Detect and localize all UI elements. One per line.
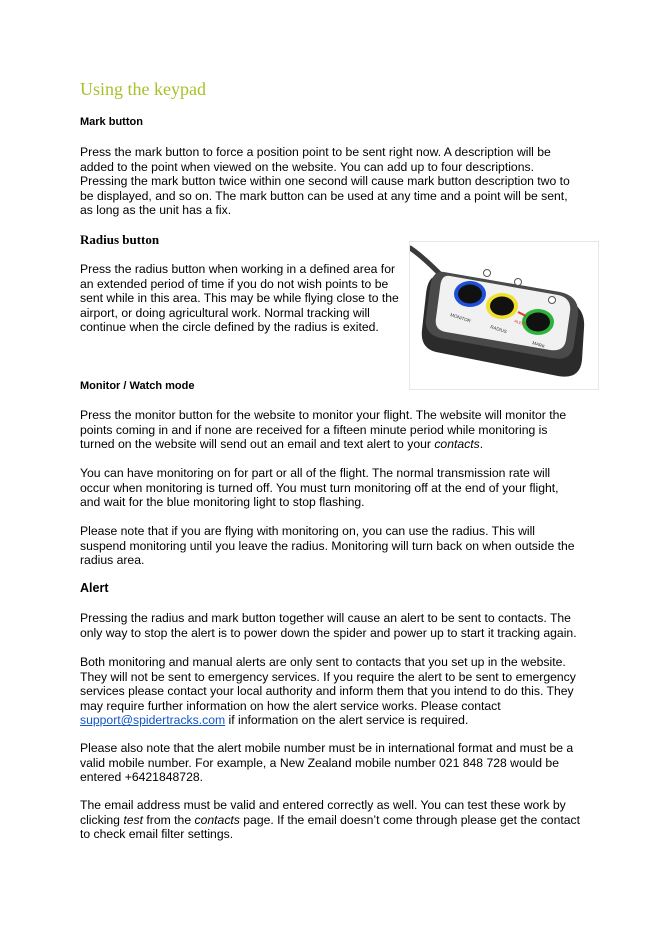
radius-label: RADIUS (489, 324, 508, 335)
contacts-emphasis: contacts (434, 437, 480, 452)
mark-button-heading: Mark button (80, 116, 143, 128)
monitor-paragraph-1: Press the monitor button for the website to monitor your flight. The website will monitor the points coming in and if none are received for a fifteen minute period while monitoring is turned on the website will send out an email and text alert to your contacts. (80, 408, 567, 452)
alert-paragraph-1: Pressing the radius and mark button together will cause an alert to be sent to contacts. The only way to stop the alert is to power down the spider and power up to start it tracking again. (80, 611, 577, 640)
mark-label: MARK (531, 340, 546, 349)
alert-paragraph-2: Both monitoring and manual alerts are only sent to contacts that you set up in the website. They will not be sent to emergency services. If you require the alert to be sent to emergency services please contact your local authority and inform them that you intend to do this. They may require further information on how the alert service works. Please contact support@spidertracks.com if information on the alert service is required. (80, 655, 576, 728)
monitor-heading: Monitor / Watch mode (80, 380, 195, 392)
radius-button-paragraph: Press the radius button when working in a defined area for an extended period of time if you do not wish points to be sent while in this area. This may be while flying close to the airport, or doing agricultural work. Normal tracking will continue when the circle defined by the radius is exited. (80, 262, 399, 335)
keypad-image (409, 241, 599, 390)
page-title: Using the keypad (80, 79, 206, 99)
monitor-paragraph-3: Please note that if you are flying with monitoring on, you can use the radius. This will suspend monitoring until you leave the radius. Monitoring will turn back on when outside the radius area. (80, 524, 575, 568)
alert-paragraph-3: Please also note that the alert mobile number must be in international format and must be a valid mobile number. For example, a New Zealand mobile number 021 848 728 would be entered +6421848728. (80, 741, 574, 785)
radius-button-heading: Radius button (80, 232, 160, 247)
alert-heading: Alert (80, 581, 109, 595)
monitor-paragraph-2: You can have monitoring on for part or all of the flight. The normal transmission rate will occur when monitoring is turned off. You must turn monitoring off at the end of your flight, and wait for the blue monitoring light to stop flashing. (80, 466, 559, 510)
mark-button-paragraph: Press the mark button to force a position point to be sent right now. A description will be added to the point when viewed on the website. You can add up to four descriptions. Pressing the mark button twice within one second will cause mark button description two to be displayed, and so on. The mark button can be used at any time and a point will be sent, as long as the unit has a fix. (80, 145, 570, 218)
alert-paragraph-4: The email address must be valid and entered correctly as well. You can test these work by clicking test from the contacts page. If the email doesn’t come through please get the contact to check email filter settings. (80, 798, 581, 842)
keypad-illustration (410, 242, 598, 389)
monitor-label: MONITOR (449, 312, 472, 324)
support-email-link[interactable]: support@spidertracks.com (80, 713, 226, 728)
alert-label: ALERT (513, 318, 528, 327)
